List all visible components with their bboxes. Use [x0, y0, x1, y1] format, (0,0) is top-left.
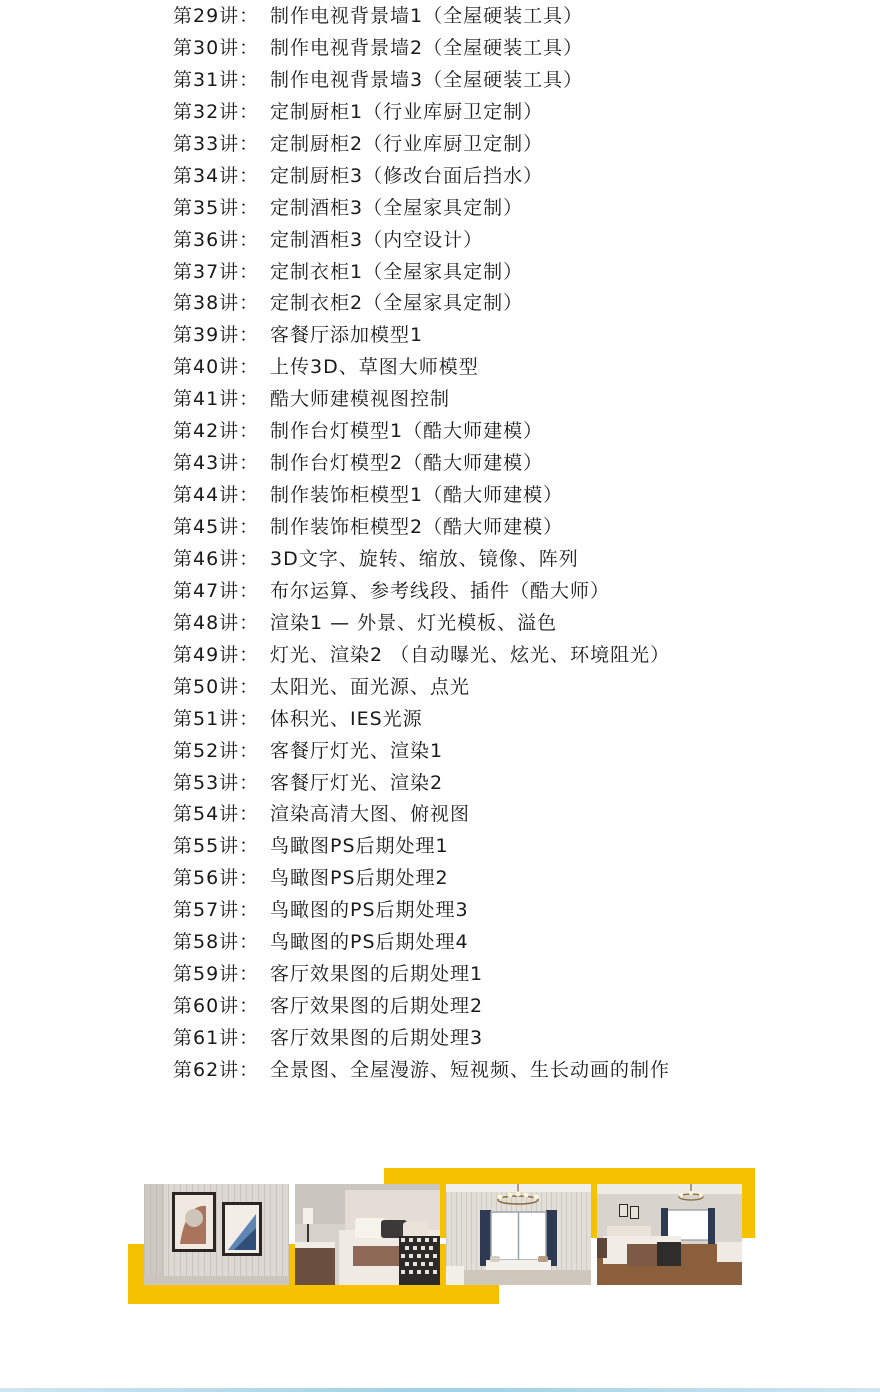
lesson-number: 第58讲：	[173, 931, 260, 954]
lesson-title: 定制衣柜2（全屋家具定制）	[270, 292, 524, 315]
lesson-number: 第39讲：	[173, 324, 260, 347]
lesson-title: 渲染高清大图、俯视图	[270, 803, 471, 826]
lesson-number: 第41讲：	[173, 388, 260, 411]
lesson-title: 灯光、渲染2 （自动曝光、炫光、环境阻光）	[270, 643, 671, 666]
lesson-item	[173, 416, 833, 448]
lesson-list	[173, 1, 833, 1087]
lesson-title: 太阳光、面光源、点光	[270, 675, 471, 698]
lesson-item	[173, 831, 833, 863]
lesson-item	[173, 33, 833, 65]
lesson-number: 第42讲：	[173, 420, 260, 443]
lesson-item	[173, 352, 833, 384]
lesson-title: 定制衣柜1（全屋家具定制）	[270, 260, 524, 283]
lesson-item	[173, 193, 833, 225]
lesson-title: 客厅效果图的后期处理1	[270, 963, 484, 986]
lesson-title: 定制酒柜3（全屋家具定制）	[270, 196, 524, 219]
lesson-number: 第38讲：	[173, 292, 260, 315]
lesson-item	[173, 544, 833, 576]
lesson-number: 第40讲：	[173, 356, 260, 379]
gallery-image-bedroom-bed	[295, 1184, 440, 1285]
lesson-title: 渲染1 — 外景、灯光模板、溢色	[270, 611, 558, 634]
lesson-item	[173, 1055, 833, 1087]
lesson-title: 鸟瞰图的PS后期处理4	[270, 931, 469, 954]
lesson-title: 鸟瞰图PS后期处理1	[270, 835, 449, 858]
lesson-number: 第59讲：	[173, 963, 260, 986]
lesson-item	[173, 225, 833, 257]
lesson-title: 制作台灯模型1（酷大师建模）	[270, 420, 544, 443]
lesson-item	[173, 959, 833, 991]
lesson-number: 第48讲：	[173, 611, 260, 634]
lesson-number: 第62讲：	[173, 1058, 260, 1081]
lesson-item	[173, 257, 833, 289]
gallery-image-wall-art	[144, 1184, 289, 1285]
lesson-item	[173, 768, 833, 800]
lesson-number: 第31讲：	[173, 68, 260, 91]
lesson-item	[173, 863, 833, 895]
lesson-item	[173, 65, 833, 97]
lesson-title: 制作电视背景墙1（全屋硬装工具）	[270, 5, 584, 27]
lesson-number: 第36讲：	[173, 228, 260, 251]
lesson-item	[173, 161, 833, 193]
lesson-title: 3D文字、旋转、缩放、镜像、阵列	[270, 547, 579, 570]
lesson-number: 第34讲：	[173, 164, 260, 187]
lesson-number: 第30讲：	[173, 36, 260, 59]
lesson-title: 客厅效果图的后期处理2	[270, 995, 484, 1018]
lesson-title: 上传3D、草图大师模型	[270, 356, 479, 379]
lesson-item	[173, 448, 833, 480]
lesson-item	[173, 672, 833, 704]
lesson-number: 第50讲：	[173, 675, 260, 698]
lesson-title: 酷大师建模视图控制	[270, 388, 451, 411]
lesson-item	[173, 576, 833, 608]
lesson-item	[173, 640, 833, 672]
lesson-item	[173, 704, 833, 736]
lesson-item	[173, 608, 833, 640]
lesson-number: 第53讲：	[173, 771, 260, 794]
lesson-number: 第35讲：	[173, 196, 260, 219]
lesson-item	[173, 320, 833, 352]
lesson-item	[173, 1023, 833, 1055]
lesson-number: 第57讲：	[173, 899, 260, 922]
lesson-item	[173, 480, 833, 512]
lesson-number: 第54讲：	[173, 803, 260, 826]
lesson-item	[173, 97, 833, 129]
lesson-title: 鸟瞰图PS后期处理2	[270, 867, 449, 890]
lesson-number: 第52讲：	[173, 739, 260, 762]
lesson-number: 第44讲：	[173, 484, 260, 507]
lesson-item	[173, 799, 833, 831]
lesson-number: 第43讲：	[173, 452, 260, 475]
lesson-title: 制作装饰柜模型1（酷大师建模）	[270, 484, 564, 507]
gallery-image-bedroom-overview	[597, 1184, 742, 1285]
lesson-number: 第49讲：	[173, 643, 260, 666]
lesson-number: 第33讲：	[173, 132, 260, 155]
lesson-title: 定制酒柜3（内空设计）	[270, 228, 484, 251]
lesson-number: 第60讲：	[173, 995, 260, 1018]
lesson-item	[173, 129, 833, 161]
lesson-number: 第45讲：	[173, 516, 260, 538]
lesson-item	[173, 512, 833, 544]
lesson-title: 布尔运算、参考线段、插件（酷大师）	[270, 579, 611, 602]
lesson-title: 客厅效果图的后期处理3	[270, 1027, 484, 1049]
footer-divider	[0, 1388, 880, 1392]
lesson-number: 第46讲：	[173, 547, 260, 570]
lesson-item	[173, 895, 833, 927]
lesson-title: 体积光、IES光源	[270, 707, 423, 730]
lesson-title: 制作台灯模型2（酷大师建模）	[270, 452, 544, 475]
lesson-number: 第32讲：	[173, 100, 260, 123]
lesson-item	[173, 288, 833, 320]
lesson-title: 全景图、全屋漫游、短视频、生长动画的制作	[270, 1058, 671, 1081]
lesson-number: 第51讲：	[173, 707, 260, 730]
lesson-title: 定制厨柜2（行业库厨卫定制）	[270, 132, 544, 155]
gallery-image-window-room	[446, 1184, 591, 1285]
lesson-title: 制作电视背景墙3（全屋硬装工具）	[270, 68, 584, 91]
lesson-number: 第56讲：	[173, 867, 260, 890]
lesson-title: 定制厨柜3（修改台面后挡水）	[270, 164, 544, 187]
interior-gallery	[0, 1160, 880, 1310]
lesson-title: 客餐厅灯光、渲染2	[270, 771, 444, 794]
lesson-title: 制作装饰柜模型2（酷大师建模）	[270, 516, 564, 538]
lesson-item	[173, 991, 833, 1023]
lesson-item	[173, 1, 833, 33]
lesson-number: 第37讲：	[173, 260, 260, 283]
lesson-title: 定制厨柜1（行业库厨卫定制）	[270, 100, 544, 123]
lesson-number: 第29讲：	[173, 5, 260, 27]
lesson-number: 第47讲：	[173, 579, 260, 602]
lesson-title: 客餐厅添加模型1	[270, 324, 424, 347]
lesson-item	[173, 384, 833, 416]
lesson-number: 第61讲：	[173, 1027, 260, 1049]
lesson-title: 鸟瞰图的PS后期处理3	[270, 899, 469, 922]
lesson-title: 制作电视背景墙2（全屋硬装工具）	[270, 36, 584, 59]
lesson-number: 第55讲：	[173, 835, 260, 858]
lesson-title: 客餐厅灯光、渲染1	[270, 739, 444, 762]
lesson-item	[173, 736, 833, 768]
lesson-item	[173, 927, 833, 959]
